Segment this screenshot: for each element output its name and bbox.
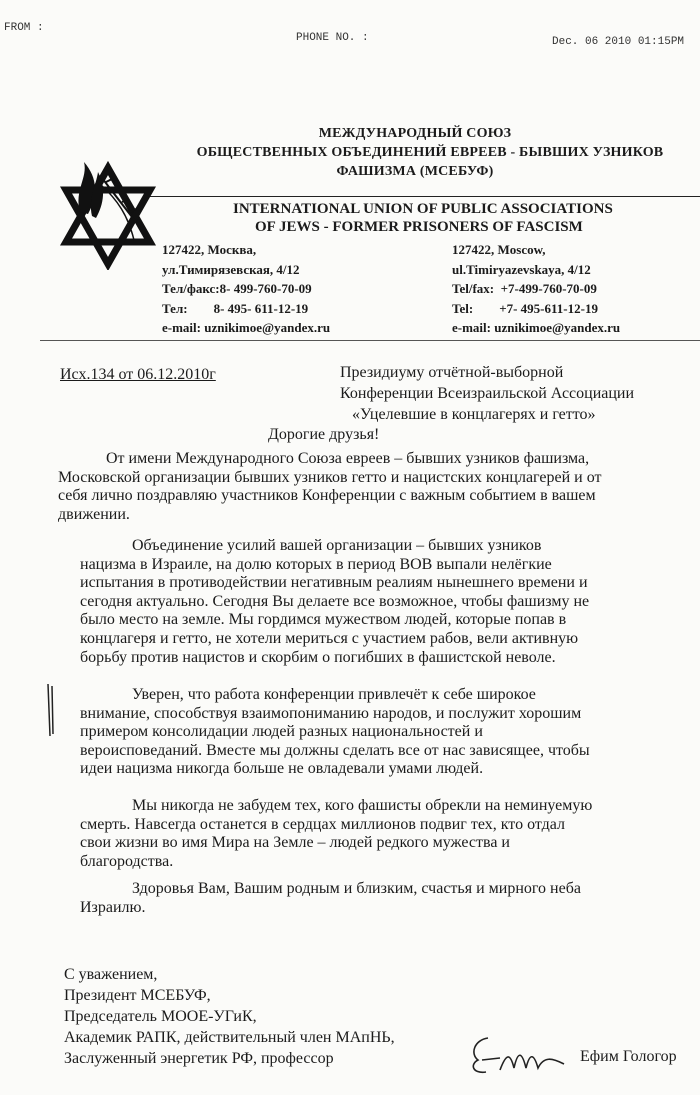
address-ru-line: 127422, Москва,: [162, 242, 257, 257]
signer-name: Ефим Гологор: [580, 1048, 677, 1065]
paragraph-1: [58, 450, 698, 524]
handwritten-signature-icon: [460, 1030, 570, 1085]
text-line: Московской организации бывших узников гетто и нацистских концлагерей и от: [58, 468, 602, 486]
addressee-line: Конференции Всеизраильской Ассоциации: [340, 385, 635, 402]
text-line: благородства.: [80, 852, 174, 870]
address-ru-line: e-mail: uznikimoe@yandex.ru: [162, 320, 331, 335]
text-line: Мы никогда не забудем тех, кого фашисты обрекли на неминуемую: [132, 797, 593, 814]
org-name-ru-line-2: ОБЩЕСТВЕННЫХ ОБЪЕДИНЕНИЙ ЕВРЕЕВ - БЫВШИХ УЗНИКОВ: [196, 145, 664, 160]
text-line: испытания в противодействии негативным реалиям нынешнего времени и: [80, 574, 588, 592]
paragraph-5: [80, 880, 700, 917]
address-en-line: e-mail: uznikimoe@yandex.ru: [452, 320, 621, 335]
paragraph-2: [80, 537, 700, 667]
text-line: концлагеря и гетто, не хотели мериться с участием рабов, вели активную: [80, 629, 579, 647]
org-name-en-line-1: INTERNATIONAL UNION OF PUBLIC ASSOCIATIONS: [233, 201, 613, 217]
address-en: [452, 240, 620, 338]
header-rule: [150, 196, 700, 197]
text-line: сегодня актуально. Сегодня Вы делаете все возможное, чтобы фашизму не: [80, 592, 590, 610]
address-en-line: Tel/fax: +7-499-760-70-09: [452, 281, 597, 296]
fax-phone: PHONE NO. :: [296, 32, 369, 44]
signature-line: Заслуженный энергетик РФ, профессор: [64, 1050, 334, 1067]
text-line: внимание, способствуя взаимопониманию народов, и послужит хорошим: [80, 704, 582, 722]
text-line: было место на земле. Мы гордимся мужеством людей, которые попав в: [80, 611, 567, 629]
text-line: Израилю.: [80, 898, 146, 916]
fax-from: FROM :: [4, 22, 44, 34]
text-line: борьбу против нацистов и скорбим о погибших в фашистской неволе.: [80, 648, 556, 666]
outgoing-number: Исх.134 от 06.12.2010г: [60, 366, 216, 383]
fax-date: Dec. 06 2010 01:15PM: [552, 36, 685, 48]
signature-line: Президент МСЕБУФ,: [64, 987, 211, 1004]
org-name-en-line-2: OF JEWS - FORMER PRISONERS OF FASCISM: [255, 219, 583, 235]
paragraph-4: [80, 797, 700, 871]
signature-line: Председатель МООЕ-УГиК,: [64, 1008, 257, 1025]
addressee-line: Президиуму отчётной-выборной: [340, 364, 564, 381]
signature-line: Академик РАПК, действительный член МАпНЬ,: [64, 1029, 395, 1046]
margin-mark-icon: [40, 680, 60, 745]
letterhead-divider: [40, 340, 700, 341]
address-ru: [162, 240, 330, 338]
text-line: Объединение усилий вашей организации – бывших узников: [132, 537, 542, 554]
address-ru-line: Тел/факс:8- 499-760-70-09: [162, 281, 312, 296]
paragraph-3: [80, 686, 700, 779]
addressee-line: «Уцелевшие в концлагерях и гетто»: [352, 406, 596, 423]
text-line: идеи нацизма никогда больше не овладевали умами людей.: [80, 760, 484, 778]
text-line: смерть. Навсегда останется в сердцах миллионов подвиг тех, кто отдал: [80, 815, 565, 833]
text-line: примером консолидации людей разных национальностей и: [80, 723, 483, 741]
text-line: свои жизни во имя Мира на Земле – людей редкого мужества и: [80, 834, 510, 852]
text-line: вероисповеданий. Вместе мы должны сделать все от нас зависящее, чтобы: [80, 741, 590, 759]
org-name-ru-line-1: МЕЖДУНАРОДНЫЙ СОЮЗ: [318, 126, 512, 141]
text-line: Уверен, что работа конференции привлечёт к себе широкое: [132, 686, 536, 703]
signature-line: С уважением,: [64, 966, 158, 983]
text-line: себя лично поздравляю участников Конференции с важным событием в вашем: [58, 487, 596, 505]
addressee-block: [340, 362, 634, 425]
org-name-ru-line-3: ФАШИЗМА (МСЕБУФ): [336, 164, 494, 179]
text-line: Здоровья Вам, Вашим родным и близким, счастья и мирного неба: [132, 880, 581, 897]
text-line: нацизма в Израиле, на долю которых в период ВОВ выпали нелёгкие: [80, 555, 552, 573]
star-of-david-logo-icon: [58, 160, 158, 275]
address-en-line: Tel: +7- 495-611-12-19: [452, 300, 598, 316]
signature-block: [64, 964, 395, 1069]
text-line: От имени Международного Союза евреев – бывших узников фашизма,: [106, 450, 590, 467]
text-line: движении.: [58, 505, 130, 523]
address-en-line: ul.Timiryazevskaya, 4/12: [452, 261, 591, 277]
address-ru-line: ул.Тимирязевская, 4/12: [162, 261, 300, 277]
salutation: Дорогие друзья!: [268, 426, 380, 443]
address-en-line: 127422, Moscow,: [452, 242, 546, 257]
address-ru-line: Тел: 8- 495- 611-12-19: [162, 300, 309, 316]
